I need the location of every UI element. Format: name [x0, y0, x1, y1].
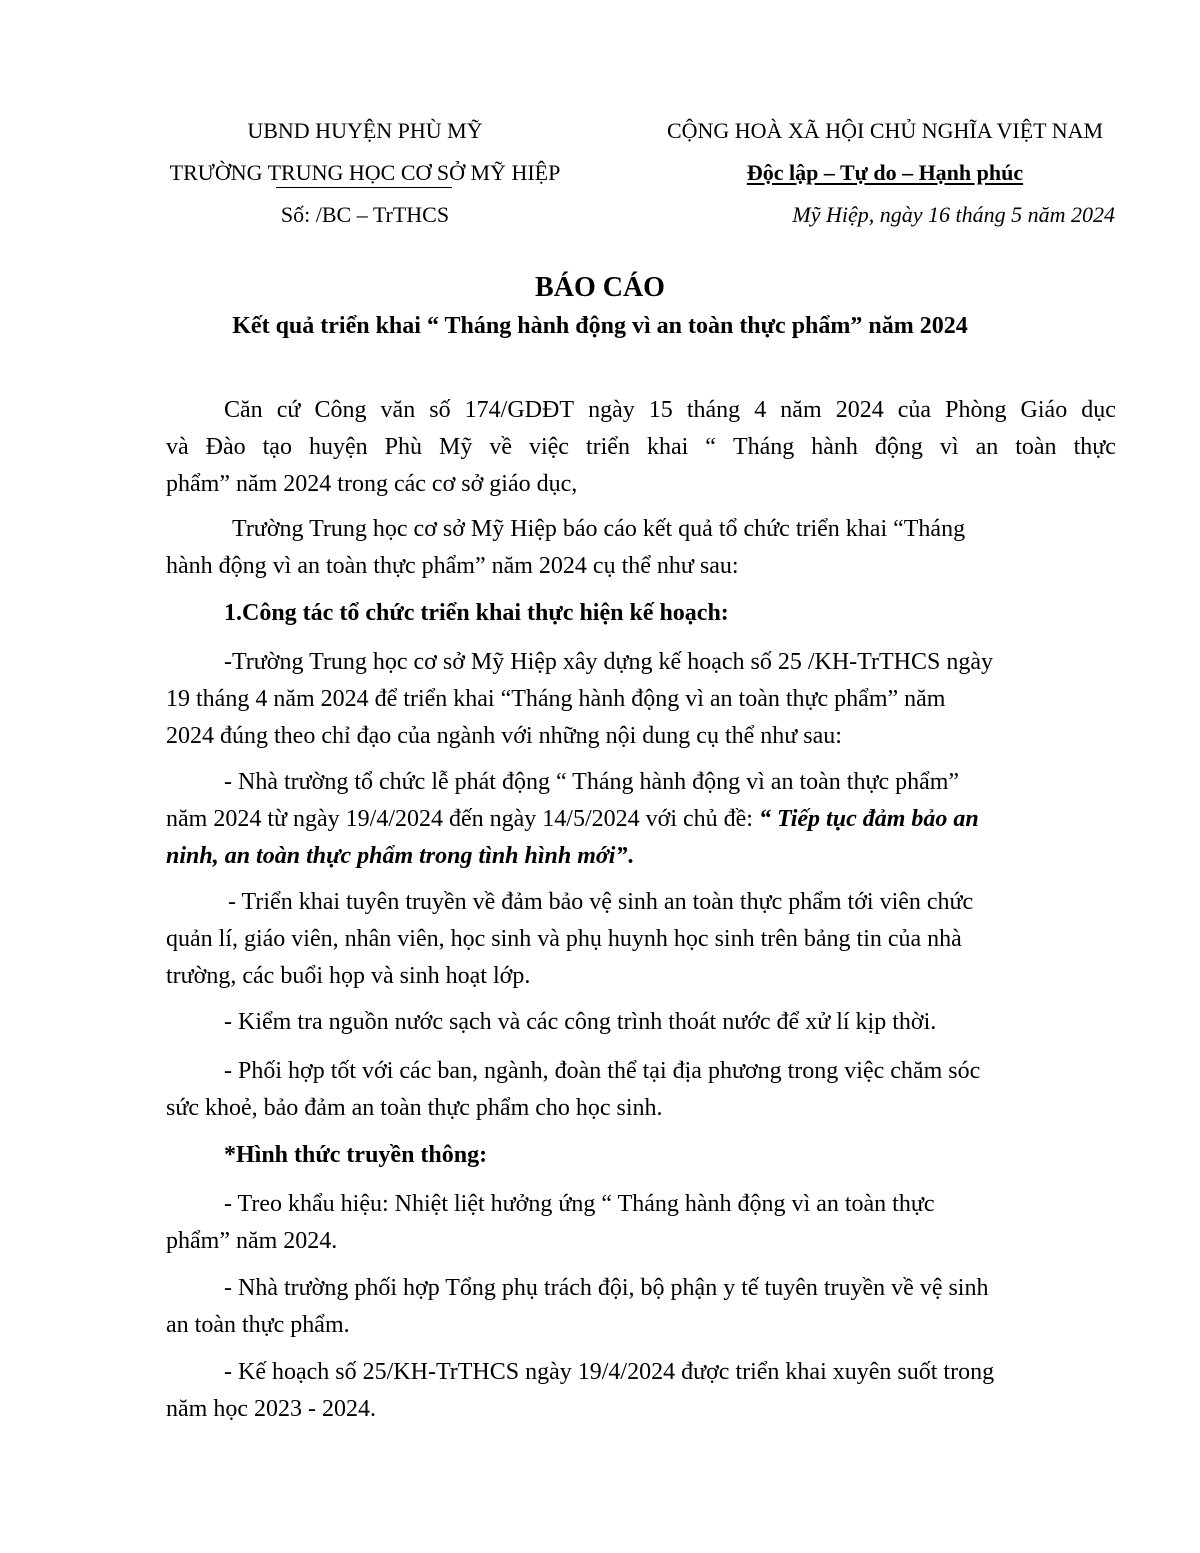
text-line: - Treo khẩu hiệu: Nhiệt liệt hưởng ứng “ Tháng hành động vì an toàn thực: [224, 1191, 935, 1217]
text-line: [166, 429, 1116, 466]
theme-quote-end: ninh, an toàn thực phẩm trong tình hình mới”: [166, 843, 628, 869]
issuer-school: TRƯỜNG TRUNG HỌC CƠ SỞ MỸ HIỆP: [169, 160, 561, 185]
text-line: [166, 801, 1116, 838]
issuer-block: [130, 117, 600, 229]
paragraph-team: [166, 1270, 1116, 1344]
text-line: 19 tháng 4 năm 2024 để triển khai “Tháng hành động vì an toàn thực phẩm” năm: [166, 686, 946, 712]
text-line: trường, các buổi họp và sinh hoạt lớp.: [166, 963, 531, 989]
school-underline: [276, 187, 452, 188]
text-line: 2024 đúng theo chỉ đạo của ngành với những nội dung cụ thể như sau:: [166, 723, 842, 749]
paragraph-schedule: [166, 1354, 1116, 1428]
national-header: [630, 117, 1140, 229]
paragraph-water: [166, 1004, 1116, 1041]
text-line: - Phối hợp tốt với các ban, ngành, đoàn thể tại địa phương trong việc chăm sóc: [224, 1058, 981, 1084]
paragraph-launch: [166, 764, 1116, 875]
word: thực: [1073, 434, 1116, 460]
word: Đào: [205, 434, 246, 460]
text-line: - Kiểm tra nguồn nước sạch và các công trình thoát nước để xử lí kịp thời.: [224, 1009, 937, 1035]
word: tháng: [686, 397, 741, 423]
word: an: [975, 434, 999, 460]
text-line: Trường Trung học cơ sở Mỹ Hiệp báo cáo kết quả tổ chức triển khai “Tháng: [232, 516, 966, 542]
country-name: CỘNG HOÀ XÃ HỘI CHỦ NGHĨA VIỆT NAM: [666, 118, 1104, 143]
text-plain: năm 2024 từ ngày 19/4/2024 đến ngày 14/5/2024 với chủ đề:: [166, 806, 759, 832]
text-line: sức khoẻ, bảo đảm an toàn thực phẩm cho học sinh.: [166, 1095, 663, 1121]
document-number: Số: /BC – TrTHCS: [280, 202, 450, 227]
text-line: hành động vì an toàn thực phẩm” năm 2024 cụ thể như sau:: [166, 553, 739, 579]
issuer-org: UBND HUYỆN PHÙ MỸ: [247, 118, 483, 143]
paragraph-propaganda: [166, 884, 1116, 995]
text-line: -Trường Trung học cơ sở Mỹ Hiệp xây dựng kế hoạch số 25 /KH-TrTHCS ngày: [224, 649, 993, 675]
text-punct: .: [627, 843, 634, 869]
text-line: an toàn thực phẩm.: [166, 1312, 350, 1338]
word: Giáo: [1020, 397, 1068, 423]
text-line: - Nhà trường phối hợp Tổng phụ trách đội, bộ phận y tế tuyên truyền về vệ sinh: [224, 1275, 989, 1301]
word: và: [166, 434, 189, 460]
word: của: [897, 397, 932, 423]
word: việc: [528, 434, 569, 460]
text-line: phẩm” năm 2024.: [166, 1228, 338, 1254]
word: toàn: [1015, 434, 1057, 460]
word: hành: [811, 434, 858, 460]
word: dục: [1081, 397, 1116, 423]
report-subtitle: Kết quả triển khai “ Tháng hành động vì an toàn thực phẩm” năm 2024: [232, 313, 968, 339]
word: Mỹ: [438, 434, 473, 460]
word: ngày: [588, 397, 635, 423]
paragraph-slogan: [166, 1186, 1116, 1260]
text-line: - Nhà trường tổ chức lễ phát động “ Tháng hành động vì an toàn thực phẩm”: [224, 769, 960, 795]
text-line: - Kế hoạch số 25/KH-TrTHCS ngày 19/4/2024 được triển khai xuyên suốt trong: [224, 1359, 995, 1385]
word: văn: [380, 397, 416, 423]
word: 2024: [835, 397, 884, 423]
report-title: BÁO CÁO: [535, 272, 665, 303]
paragraph-legal-basis: [166, 392, 1116, 503]
word: 15: [648, 397, 673, 423]
theme-quote-start: “ Tiếp tục đảm bảo an: [758, 806, 979, 832]
word: Căn: [224, 397, 263, 423]
place-date: Mỹ Hiệp, ngày 16 tháng 5 năm 2024: [792, 202, 1115, 227]
word: Công: [314, 397, 367, 423]
word: huyện: [308, 434, 368, 460]
paragraph-plan: [166, 644, 1116, 755]
text-line: quản lí, giáo viên, nhân viên, học sinh và phụ huynh học sinh trên bảng tin của nhà: [166, 926, 962, 952]
word: Phù: [384, 434, 422, 460]
word: năm: [780, 397, 822, 423]
section-heading-2: *Hình thức truyền thông:: [224, 1142, 488, 1168]
word: Tháng: [732, 434, 795, 460]
text-line: năm học 2023 - 2024.: [166, 1396, 376, 1422]
word: Phòng: [945, 397, 1007, 423]
national-motto: Độc lập – Tự do – Hạnh phúc: [746, 160, 1024, 185]
text-line: [166, 392, 1116, 429]
paragraph-coordination: [166, 1053, 1116, 1127]
word: động: [874, 434, 923, 460]
word: 4: [754, 397, 767, 423]
word: 174/GDĐT: [464, 397, 574, 423]
text-line: [166, 838, 1116, 875]
word: “: [705, 434, 716, 460]
text-line: phẩm” năm 2024 trong các cơ sở giáo dục,: [166, 471, 578, 497]
word: vì: [939, 434, 959, 460]
word: cứ: [276, 397, 301, 423]
text-line: - Triển khai tuyên truyền về đảm bảo vệ sinh an toàn thực phẩm tới viên chức: [228, 889, 974, 915]
word: về: [489, 434, 512, 460]
word: số: [429, 397, 451, 423]
word: triển: [585, 434, 630, 460]
section-heading-1: 1.Công tác tổ chức triển khai thực hiện kế hoạch:: [224, 600, 729, 626]
word: tạo: [262, 434, 292, 460]
paragraph-intro: [166, 511, 1116, 585]
word: khai: [646, 434, 689, 460]
